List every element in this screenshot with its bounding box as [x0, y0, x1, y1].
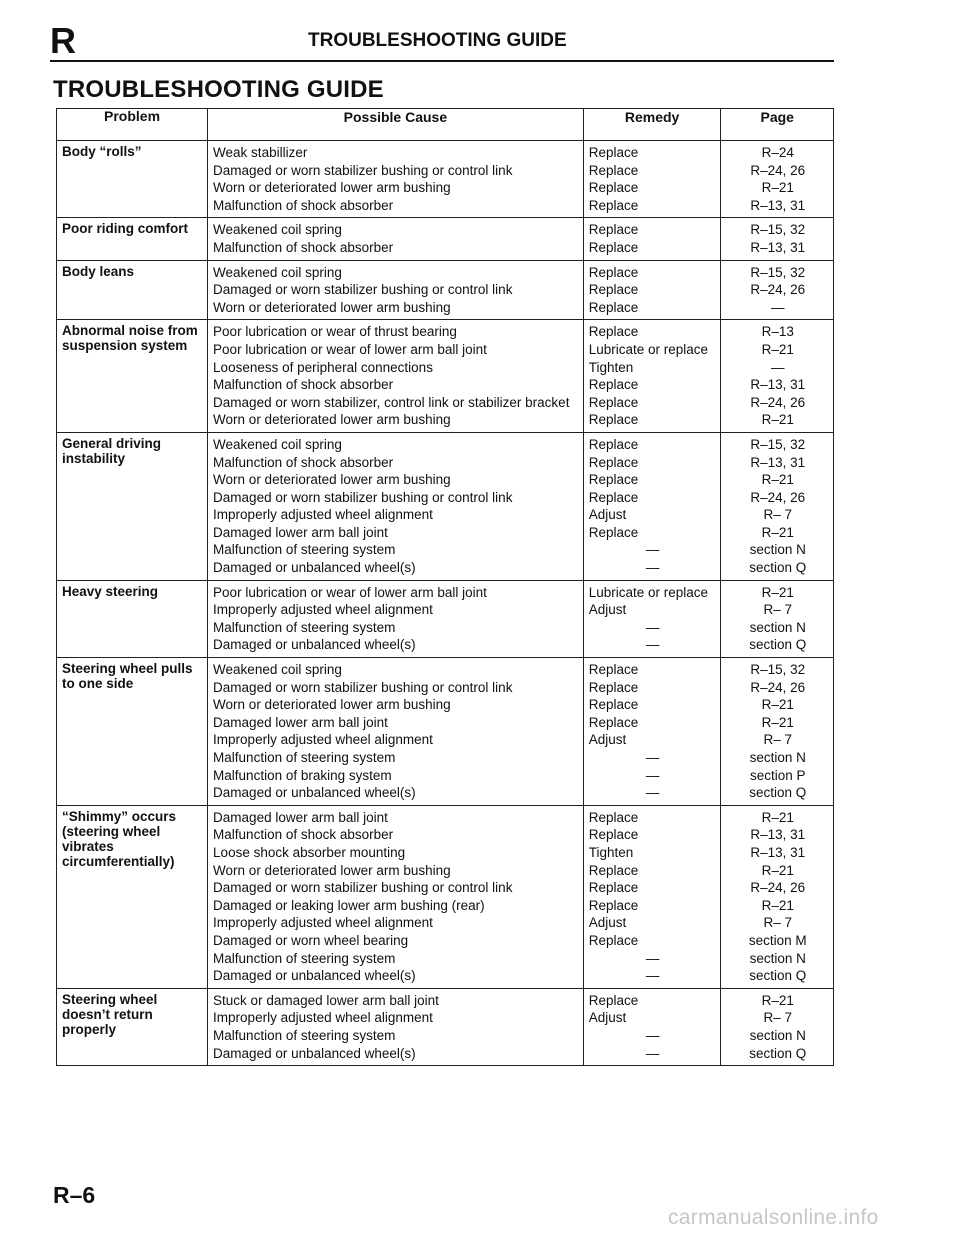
possible-cause: Damaged or worn stabilizer bushing or control link [213, 489, 513, 505]
remedy: Replace [588, 324, 639, 340]
remedy-cell [583, 580, 721, 657]
cause-cell [208, 432, 584, 580]
remedy-cell [583, 320, 721, 433]
column-header-possible-cause: Possible Cause [208, 109, 584, 141]
page-cell [721, 805, 834, 988]
possible-cause: Malfunction of steering system [213, 619, 396, 635]
remedy: Replace [588, 992, 639, 1008]
possible-cause: Damaged or unbalanced wheel(s) [213, 560, 416, 576]
possible-cause: Malfunction of steering system [213, 542, 396, 558]
page-reference: R–21 [761, 524, 794, 540]
table-row [57, 988, 834, 1065]
cause-cell [208, 580, 584, 657]
remedy: Replace [588, 394, 639, 410]
page-reference: R– 7 [763, 507, 792, 523]
page-reference: section Q [749, 968, 807, 984]
remedy-cell [583, 658, 721, 806]
page-reference: R–21 [761, 714, 794, 730]
page-reference: R–13, 31 [750, 239, 806, 255]
page-reference: R–21 [761, 341, 794, 357]
table-row [57, 805, 834, 988]
page-reference: section Q [749, 785, 807, 801]
possible-cause: Damaged or unbalanced wheel(s) [213, 785, 416, 801]
problem-cell: Steering wheel pulls to one side [57, 658, 208, 806]
remedy-cell [583, 988, 721, 1065]
possible-cause: Malfunction of steering system [213, 1027, 396, 1043]
remedy: Replace [588, 180, 639, 196]
remedy: — [645, 542, 660, 558]
possible-cause: Poor lubrication or wear of lower arm ball joint [213, 584, 487, 600]
remedy: — [645, 968, 660, 984]
running-title: TROUBLESHOOTING GUIDE [308, 30, 567, 51]
problem-cell: General driving instability [57, 432, 208, 580]
remedy: Replace [588, 697, 639, 713]
remedy-cell [583, 432, 721, 580]
possible-cause: Damaged lower arm ball joint [213, 714, 388, 730]
page-cell [721, 260, 834, 320]
column-header-problem: Problem [57, 109, 208, 141]
remedy: Replace [588, 524, 639, 540]
remedy: Replace [588, 282, 639, 298]
possible-cause: Weakened coil spring [213, 436, 342, 452]
remedy: Replace [588, 714, 639, 730]
page-reference: R–15, 32 [750, 662, 806, 678]
possible-cause: Malfunction of shock absorber [213, 454, 394, 470]
remedy: — [645, 1045, 660, 1061]
possible-cause: Damaged or worn stabilizer bushing or control link [213, 880, 513, 896]
possible-cause: Worn or deteriorated lower arm bushing [213, 697, 451, 713]
remedy: — [645, 619, 660, 635]
cause-cell [208, 320, 584, 433]
remedy: — [645, 767, 660, 783]
possible-cause: Damaged or worn wheel bearing [213, 932, 409, 948]
remedy: Replace [588, 454, 639, 470]
table-row [57, 432, 834, 580]
problem-cell: Steering wheel doesn’t return properly [57, 988, 208, 1065]
page-number: R–6 [53, 1182, 96, 1208]
page-reference: section P [749, 767, 806, 783]
possible-cause: Loose shock absorber mounting [213, 844, 406, 860]
page-reference: section Q [749, 637, 807, 653]
remedy: Replace [588, 809, 639, 825]
possible-cause: Damaged lower arm ball joint [213, 809, 388, 825]
table-row [57, 320, 834, 433]
remedy: Replace [588, 377, 639, 393]
troubleshooting-table [56, 108, 834, 1066]
page-reference: R–21 [761, 180, 794, 196]
possible-cause: Malfunction of shock absorber [213, 827, 394, 843]
possible-cause: Weak stabillizer [213, 145, 308, 160]
possible-cause: Damaged or leaking lower arm bushing (rear) [213, 897, 485, 913]
remedy: — [645, 950, 660, 966]
page-reference: R–21 [761, 897, 794, 913]
remedy: Adjust [588, 602, 627, 618]
page-reference: section N [749, 619, 806, 635]
page-reference: R–24, 26 [750, 162, 806, 178]
page-reference: section N [749, 750, 806, 765]
possible-cause: Worn or deteriorated lower arm bushing [213, 472, 451, 488]
remedy: Replace [588, 662, 639, 678]
remedy-cell [583, 141, 721, 218]
page-reference: R–13 [761, 324, 794, 340]
table-header-row [57, 109, 834, 141]
possible-cause: Worn or deteriorated lower arm bushing [213, 412, 451, 428]
remedy: Replace [588, 299, 639, 315]
page-cell [721, 218, 834, 260]
page-reference: R–13, 31 [750, 197, 806, 213]
table-row [57, 141, 834, 218]
remedy: Replace [588, 239, 639, 255]
remedy-cell [583, 260, 721, 320]
column-header-page: Page [721, 109, 834, 141]
page-reference: R–21 [761, 809, 794, 825]
remedy: Lubricate or replace [588, 341, 709, 357]
remedy-cell [583, 218, 721, 260]
remedy: Replace [588, 472, 639, 488]
cause-cell [208, 218, 584, 260]
page-reference: R–24, 26 [750, 394, 806, 410]
remedy: Adjust [588, 1010, 627, 1026]
cause-cell [208, 988, 584, 1065]
page-reference: R–24, 26 [750, 679, 806, 695]
page-reference: R–13, 31 [750, 454, 806, 470]
possible-cause: Damaged or worn stabilizer bushing or control link [213, 679, 513, 695]
possible-cause: Malfunction of steering system [213, 750, 396, 765]
remedy: Replace [588, 145, 639, 160]
possible-cause: Worn or deteriorated lower arm bushing [213, 299, 451, 315]
page-reference: R–24 [761, 145, 794, 160]
remedy: Replace [588, 932, 639, 948]
page-title: TROUBLESHOOTING GUIDE [53, 76, 384, 103]
cause-cell [208, 658, 584, 806]
page-reference: section N [749, 542, 806, 558]
possible-cause: Damaged lower arm ball joint [213, 524, 388, 540]
section-letter: R [50, 20, 76, 61]
possible-cause: Improperly adjusted wheel alignment [213, 915, 433, 931]
possible-cause: Worn or deteriorated lower arm bushing [213, 180, 451, 196]
page-reference: R–15, 32 [750, 436, 806, 452]
possible-cause: Damaged or worn stabilizer bushing or control link [213, 162, 513, 178]
page-reference: section Q [749, 1045, 807, 1061]
page-reference: R–21 [761, 697, 794, 713]
page-reference: — [770, 299, 785, 315]
remedy: Replace [588, 827, 639, 843]
possible-cause: Damaged or unbalanced wheel(s) [213, 968, 416, 984]
possible-cause: Improperly adjusted wheel alignment [213, 507, 433, 523]
problem-cell: Poor riding comfort [57, 218, 208, 260]
possible-cause: Poor lubrication or wear of lower arm ball joint [213, 341, 487, 357]
page-reference: section M [748, 932, 807, 948]
page-reference: R–21 [761, 862, 794, 878]
cause-cell [208, 805, 584, 988]
watermark: carmanualsonline.info [668, 1206, 879, 1229]
remedy: Replace [588, 436, 639, 452]
cause-cell [208, 260, 584, 320]
page-cell [721, 988, 834, 1065]
page-reference: R–24, 26 [750, 880, 806, 896]
table-row [57, 580, 834, 657]
table-body [57, 141, 834, 1066]
page-reference: section N [749, 1027, 806, 1043]
possible-cause: Damaged or unbalanced wheel(s) [213, 637, 416, 653]
page-cell [721, 141, 834, 218]
table-row [57, 218, 834, 260]
page-reference: R– 7 [763, 1010, 792, 1026]
page-reference: R–15, 32 [750, 222, 806, 238]
column-header-remedy: Remedy [583, 109, 721, 141]
possible-cause: Malfunction of steering system [213, 950, 396, 966]
possible-cause: Poor lubrication or wear of thrust bearing [213, 324, 457, 340]
remedy: Adjust [588, 915, 627, 931]
problem-cell: “Shimmy” occurs (steering wheel vibrates circumferentially) [57, 805, 208, 988]
page-reference: R–24, 26 [750, 489, 806, 505]
page-reference: section Q [749, 560, 807, 576]
problem-cell: Body “rolls” [57, 141, 208, 218]
possible-cause: Improperly adjusted wheel alignment [213, 602, 433, 618]
remedy: — [645, 1027, 660, 1043]
remedy: Tighten [588, 844, 634, 860]
possible-cause: Damaged or worn stabilizer bushing or control link [213, 282, 513, 298]
possible-cause: Weakened coil spring [213, 662, 342, 678]
remedy: Replace [588, 679, 639, 695]
possible-cause: Damaged or unbalanced wheel(s) [213, 1045, 416, 1061]
possible-cause: Worn or deteriorated lower arm bushing [213, 862, 451, 878]
page-reference: R–21 [761, 472, 794, 488]
page-cell [721, 320, 834, 433]
problem-cell: Heavy steering [57, 580, 208, 657]
possible-cause: Malfunction of shock absorber [213, 377, 394, 393]
remedy: — [645, 560, 660, 576]
possible-cause: Improperly adjusted wheel alignment [213, 1010, 433, 1026]
cause-cell [208, 141, 584, 218]
remedy: Replace [588, 264, 639, 280]
table-row [57, 658, 834, 806]
remedy: Replace [588, 197, 639, 213]
possible-cause: Weakened coil spring [213, 222, 342, 238]
problem-cell: Abnormal noise from suspension system [57, 320, 208, 433]
page-reference: R–13, 31 [750, 377, 806, 393]
page-reference: R– 7 [763, 602, 792, 618]
page-reference: R–21 [761, 584, 794, 600]
remedy: — [645, 637, 660, 653]
remedy: Adjust [588, 732, 627, 748]
page-header [50, 20, 834, 62]
possible-cause: Improperly adjusted wheel alignment [213, 732, 433, 748]
page-reference: R–13, 31 [750, 827, 806, 843]
page-reference: R– 7 [763, 915, 792, 931]
remedy: Replace [588, 880, 639, 896]
possible-cause: Malfunction of shock absorber [213, 197, 394, 213]
remedy: Replace [588, 897, 639, 913]
page-cell [721, 432, 834, 580]
remedy: Replace [588, 489, 639, 505]
page-cell [721, 580, 834, 657]
remedy: Replace [588, 162, 639, 178]
page-reference: R–21 [761, 412, 794, 428]
remedy-cell [583, 805, 721, 988]
page-reference: R–24, 26 [750, 282, 806, 298]
remedy: Tighten [588, 359, 634, 375]
remedy: Replace [588, 862, 639, 878]
possible-cause: Damaged or worn stabilizer, control link or stabilizer bracket [213, 394, 570, 410]
page-cell [721, 658, 834, 806]
page-reference: R– 7 [763, 732, 792, 748]
remedy: Adjust [588, 507, 627, 523]
page-reference: R–21 [761, 992, 794, 1008]
remedy: — [645, 750, 660, 765]
remedy: — [645, 785, 660, 801]
problem-cell: Body leans [57, 260, 208, 320]
possible-cause: Weakened coil spring [213, 264, 342, 280]
possible-cause: Stuck or damaged lower arm ball joint [213, 992, 439, 1008]
possible-cause: Malfunction of braking system [213, 767, 392, 783]
remedy: Replace [588, 412, 639, 428]
page-reference: section N [749, 950, 806, 966]
remedy: Lubricate or replace [588, 584, 709, 600]
remedy: Replace [588, 222, 639, 238]
table-row [57, 260, 834, 320]
possible-cause: Malfunction of shock absorber [213, 239, 394, 255]
page-reference: — [770, 359, 785, 375]
page-reference: R–13, 31 [750, 844, 806, 860]
page-reference: R–15, 32 [750, 264, 806, 280]
possible-cause: Looseness of peripheral connections [213, 359, 433, 375]
